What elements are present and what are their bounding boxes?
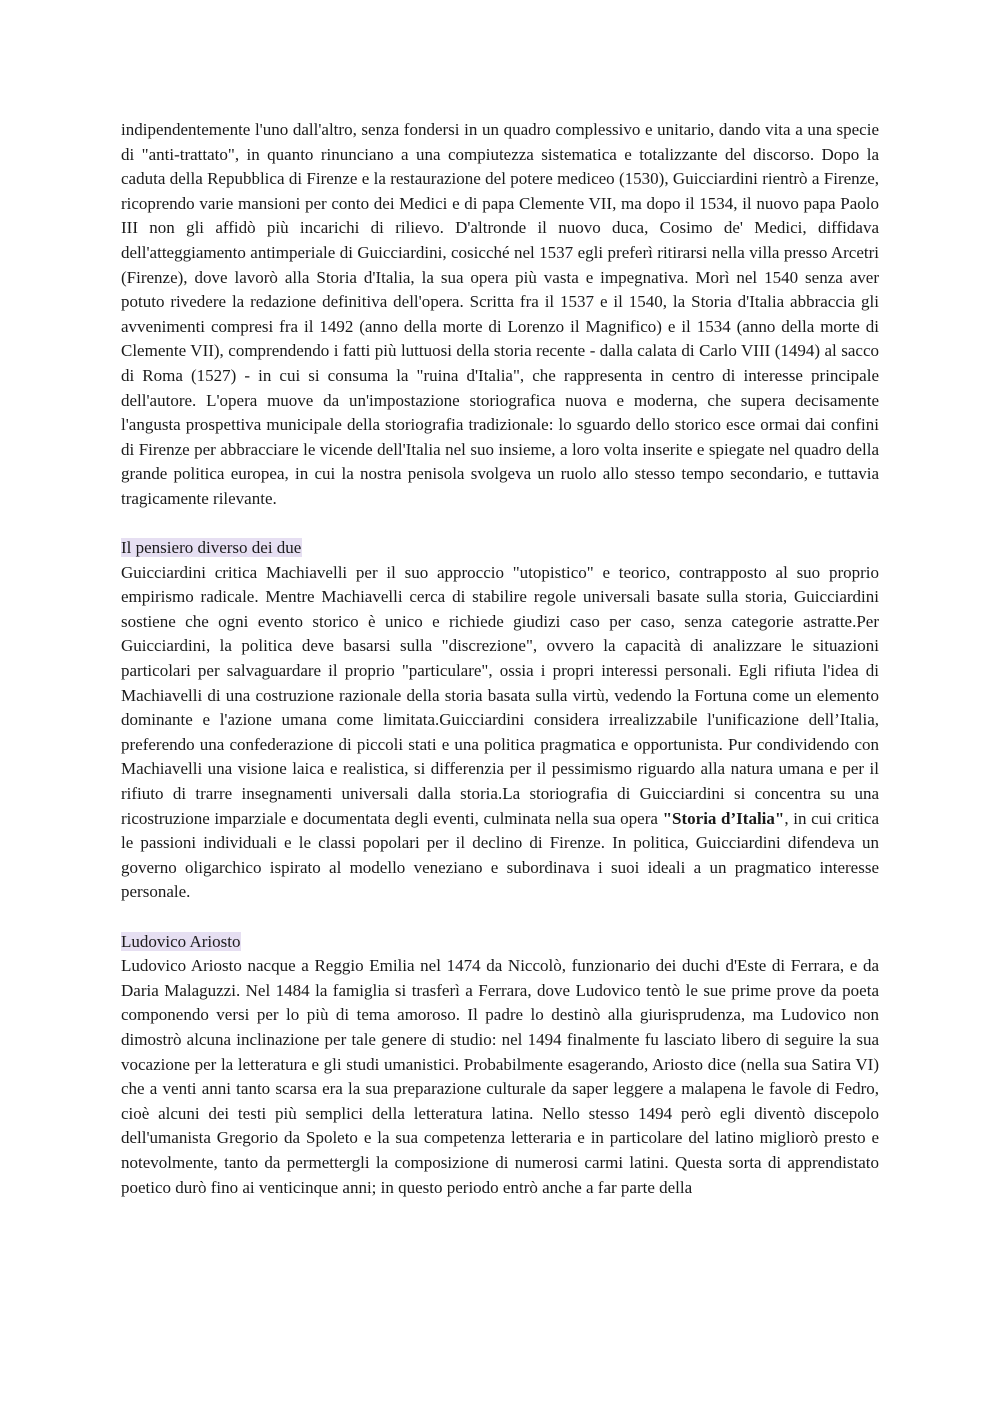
heading-text: Ludovico Ariosto [121, 931, 241, 951]
section-heading-ariosto [121, 930, 879, 955]
paragraph-guicciardini-storia: indipendentemente l'uno dall'altro, senza fondersi in un quadro complessivo e unitario, dando vita a una specie di "anti-trattato", in quanto rinunciano a una compiutezza sistematica e totalizzante del discorso. Dopo la caduta della Repubblica di Firenze e la restaurazione del potere mediceo (1530), Guicciardini rientrò a Firenze, ricoprendo varie mansioni per conto dei Medici e di papa Clemente VII, ma dopo il 1534, il nuovo papa Paolo III non gli affidò più incarichi di rilievo. D'altronde il nuovo duca, Cosimo de' Medici, diffidava dell'atteggiamento antimperiale di Guicciardini, cosicché nel 1537 egli preferì ritirarsi nella villa presso Arcetri (Firenze), dove lavorò alla Storia d'Italia, la sua opera più vasta e impegnativa. Morì nel 1540 senza aver potuto rivedere la redazione definitiva dell'opera. Scritta fra il 1537 e il 1540, la Storia d'Italia abbraccia gli avvenimenti compresi fra il 1492 (anno della morte di Lorenzo il Magnifico) e il 1534 (anno della morte di Clemente VII), comprendendo i fatti più luttuosi della storia recente - dalla calata di Carlo VIII (1494) al sacco di Roma (1527) - in cui si consuma la "ruina d'Italia", che rappresenta in centro di interesse principale dell'autore. L'opera muove da un'impostazione storiografica nuova e moderna, che supera decisamente l'angusta prospettiva municipale della storiografia tradizionale: lo sguardo dello storico esce ormai dai confini di Firenze per abbracciare le vicende dell'Italia nel suo insieme, a loro volta inserite e spiegate nel quadro della grande politica europea, in cui la nostra penisola svolgeva un ruolo allo stesso tempo secondario, e tuttavia tragicamente rilevante. [121, 120, 879, 508]
paragraph-ariosto: Ludovico Ariosto nacque a Reggio Emilia nel 1474 da Niccolò, funzionario dei duchi d'Este di Ferrara, e da Daria Malaguzzi. Nel 1484 la famiglia si trasferì a Ferrara, dove Ludovico tentò le sue prime prove da poeta componendo versi per lo più di tema amoroso. Il padre lo destinò alla giurisprudenza, ma Ludovico non dimostrò alcuna inclinazione per tale genere di studio: nel 1494 finalmente fu lasciato libero di seguire la sua vocazione per la letteratura e gli studi umanistici. Probabilmente esagerando, Ariosto dice (nella sua Satira VI) che a venti anni tanto scarsa era la sua preparazione culturale da saper leggere a malapena le favole di Fedro, cioè alcuni dei testi più semplici della letteratura latina. Nello stesso 1494 però egli diventò discepolo dell'umanista Gregorio da Spoleto e la sua competenza letteraria e in particolare del latino migliorò presto e notevolmente, tanto da permettergli la composizione di numerosi carmi latini. Questa sorta di apprendistato poetico durò fino ai venticinque anni; in questo periodo entrò anche a far parte della [121, 956, 879, 1197]
document-page [121, 118, 879, 1200]
heading-text: Il pensiero diverso dei due [121, 538, 302, 558]
bold-title-storia-italia: "Storia d’Italia" [662, 808, 785, 828]
paragraph-pensiero [121, 561, 879, 905]
section-heading-pensiero [121, 536, 879, 561]
paragraph-text: Guicciardini critica Machiavelli per il suo approccio "utopistico" e teorico, contrapposto al suo proprio empirismo radicale. Mentre Machiavelli cerca di stabilire regole universali basate sulla storia, Guicciardini sostiene che ogni evento storico è unico e richiede giudizi caso per caso, senza categorie astratte.Per Guicciardini, la politica deve basarsi sulla "discrezione", ovvero la capacità di analizzare le situazioni particolari per salvaguardare il proprio "particulare", ossia i propri interessi personali. Egli rifiuta l'idea di Machiavelli di una costruzione razionale della storia basata sulla virtù, vedendo la Fortuna come un elemento dominante e l'azione umana come limitata.Guicciardini considera irrealizzabile l'unificazione dell’Italia, preferendo una confederazione di piccoli stati e una politica pragmatica e opportunista. Pur condividendo con Machiavelli una visione laica e realistica, si differenzia per il pessimismo riguardo alla natura umana e per il rifiuto di trarre insegnamenti universali dalla storia.La storiografia di Guicciardini si concentra su una ricostruzione imparziale e documentata degli eventi, culminata nella sua opera [121, 562, 879, 828]
paragraph-gap [121, 512, 879, 537]
paragraph-text: , in cui critica le passioni individuali e le classi popolari per il declino di Firenze. In politica, Guicciardini difendeva un governo oligarchico ispirato al modello veneziano e subordinava i suoi ideali a un pragmatico interesse personale. [121, 808, 879, 902]
paragraph-gap [121, 905, 879, 930]
